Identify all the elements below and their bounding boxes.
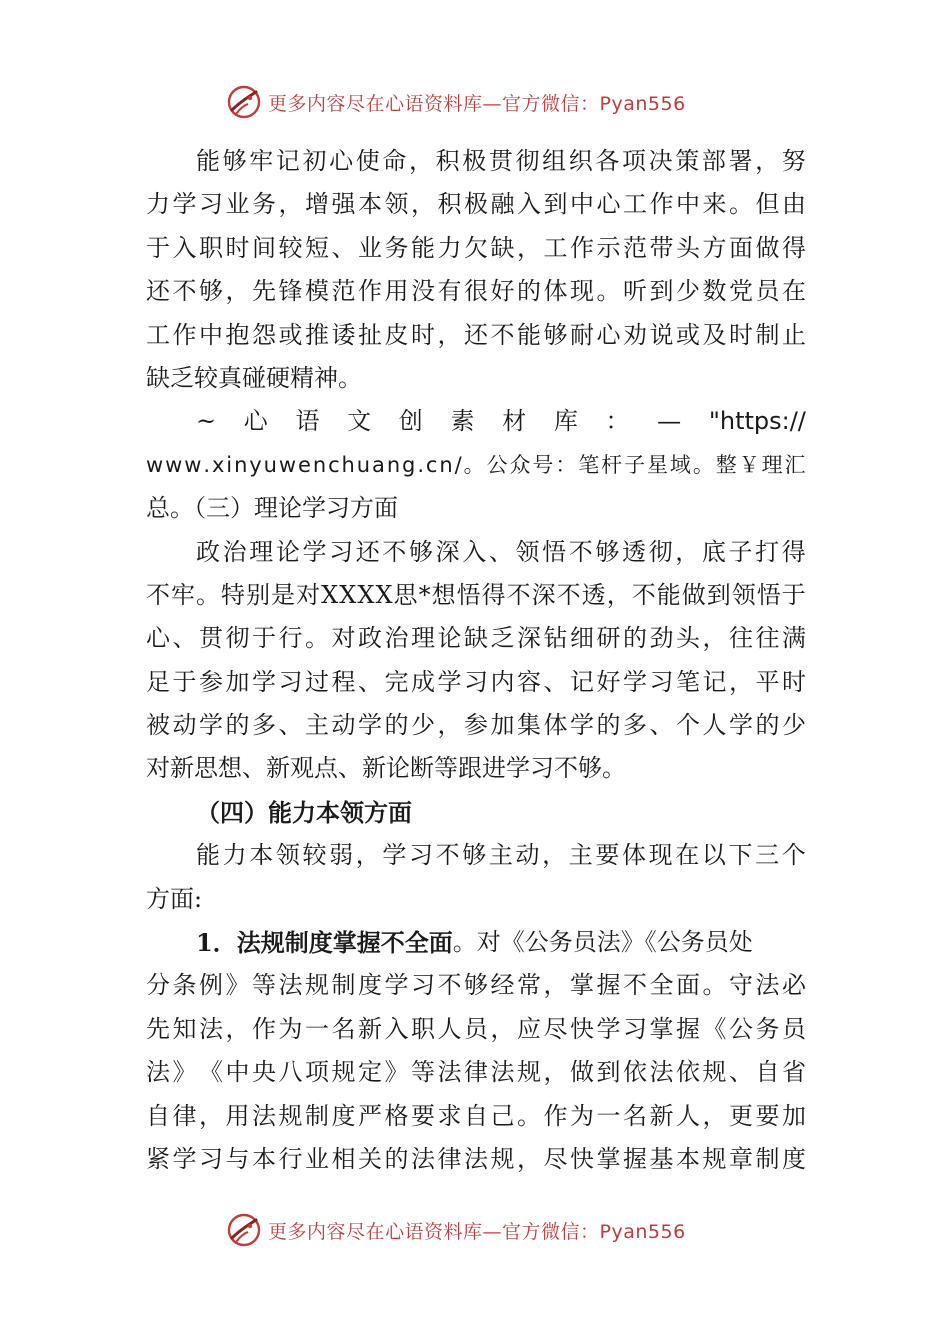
watermark-char: 心 (243, 407, 268, 436)
text-line: 能 力 本 领 较 弱 ， 学 习 不 够 主 动 ， 主 要 体 现 在 以 下 三 个 (196, 841, 806, 870)
text-line: 还 不 够 ， 先 锋 模 范 作 用 没 有 很 好 的 体 现 。 听 到 少 数 党 员 在 (146, 277, 806, 306)
watermark-char: 材 (502, 407, 527, 436)
section-three-line: 总。（三）理论学习方面 (146, 494, 398, 523)
text-line: 先 知 法 ， 作 为 一 名 新 入 职 人 员 ， 应 尽 快 学 习 掌 握 《 公 务 员 (146, 1014, 806, 1043)
pen-logo-icon (226, 84, 262, 120)
watermark-url-line: w w w . x i n y u w e n c h u a n g . c n / 。 公 众 号 ： 笔 杆 子 星 域 。 整 ￥ 理 汇 (146, 452, 806, 477)
watermark-char: ~ (196, 407, 217, 436)
header-wechat-id: Pyan556 (599, 92, 686, 115)
item-one-text: 。对《公务员法》《公务员处 (452, 928, 753, 957)
text-line: 心 、 贯 彻 于 行 。 对 政 治 理 论 缺 乏 深 钻 细 研 的 劲 头 ， 往 往 满 (146, 624, 806, 653)
header-banner-text: 更多内容尽在心语资料库—官方微信：Pyan556 (268, 92, 686, 115)
text-line: 分 条 例 》 等 法 规 制 度 学 习 不 够 经 常 ， 掌 握 不 全 面 。 守 法 必 (146, 971, 806, 1000)
text-line: 不 牢 。 特 别 是 对 X X X X 思 * 想 悟 得 不 深 不 透 ， 不 能 做 到 领 悟 于 (146, 580, 806, 609)
watermark-char: 库 (553, 407, 578, 436)
text-line: 于 入 职 时 间 较 短 、 业 务 能 力 欠 缺 ， 工 作 示 范 带 头 方 面 做 得 (146, 233, 806, 262)
pen-logo-icon (226, 1212, 262, 1248)
footer-banner (226, 1210, 746, 1250)
watermark-char: ： (605, 407, 630, 436)
watermark-char: — (657, 407, 682, 436)
text-line: 力 学 习 业 务 ， 增 强 本 领 ， 积 极 融 入 到 中 心 工 作 中 来 。 但 由 (146, 190, 806, 219)
watermark-url-start: "https:// (708, 407, 806, 436)
text-line: 法 》 《 中 央 八 项 规 定 》 等 法 律 法 规 ， 做 到 依 法 依 规 、 自 省 (146, 1058, 806, 1087)
item-one-first-line (146, 921, 806, 964)
watermark-line (146, 400, 806, 443)
text-line: 方面: (146, 884, 203, 913)
watermark-char: 创 (398, 407, 423, 436)
watermark-char: 语 (295, 407, 320, 436)
text-line: 被 动 学 的 多 、 主 动 学 的 少 ， 参 加 集 体 学 的 多 、 个 人 学 的 少 (146, 711, 806, 740)
text-line: 工 作 中 抱 怨 或 推 诿 扯 皮 时 ， 还 不 能 够 耐 心 劝 说 或 及 时 制 止 (146, 320, 806, 349)
text-line: 缺乏较真碰硬精神。 (146, 363, 362, 392)
watermark-char: 文 (347, 407, 372, 436)
watermark-char: 素 (450, 407, 475, 436)
item-one-title: 1．法规制度掌握不全面 (196, 928, 453, 958)
document-body (146, 140, 806, 1181)
footer-banner-text: 更多内容尽在心语资料库—官方微信：Pyan556 (268, 1220, 686, 1243)
text-line: 足 于 参 加 学 习 过 程 、 完 成 学 习 内 容 、 记 好 学 习 笔 记 ， 平 时 (146, 667, 806, 696)
text-line: 对新思想、新观点、新论断等跟进学习不够。 (146, 754, 626, 783)
section-heading-four: （四）能力本领方面 (196, 797, 412, 827)
text-line: 紧 学 习 与 本 行 业 相 关 的 法 律 法 规 ， 尽 快 掌 握 基 本 规 章 制 度 (146, 1144, 806, 1173)
text-line: 政 治 理 论 学 习 还 不 够 深 入 、 领 悟 不 够 透 彻 ， 底 子 打 得 (196, 537, 806, 566)
footer-wechat-id: Pyan556 (599, 1220, 686, 1243)
header-banner (226, 82, 746, 122)
text-line: 能 够 牢 记 初 心 使 命 ， 积 极 贯 彻 组 织 各 项 决 策 部 署 ， 努 (196, 147, 806, 175)
text-line: 自 律 ， 用 法 规 制 度 严 格 要 求 自 己 。 作 为 一 名 新 人 ， 更 要 加 (146, 1101, 806, 1130)
